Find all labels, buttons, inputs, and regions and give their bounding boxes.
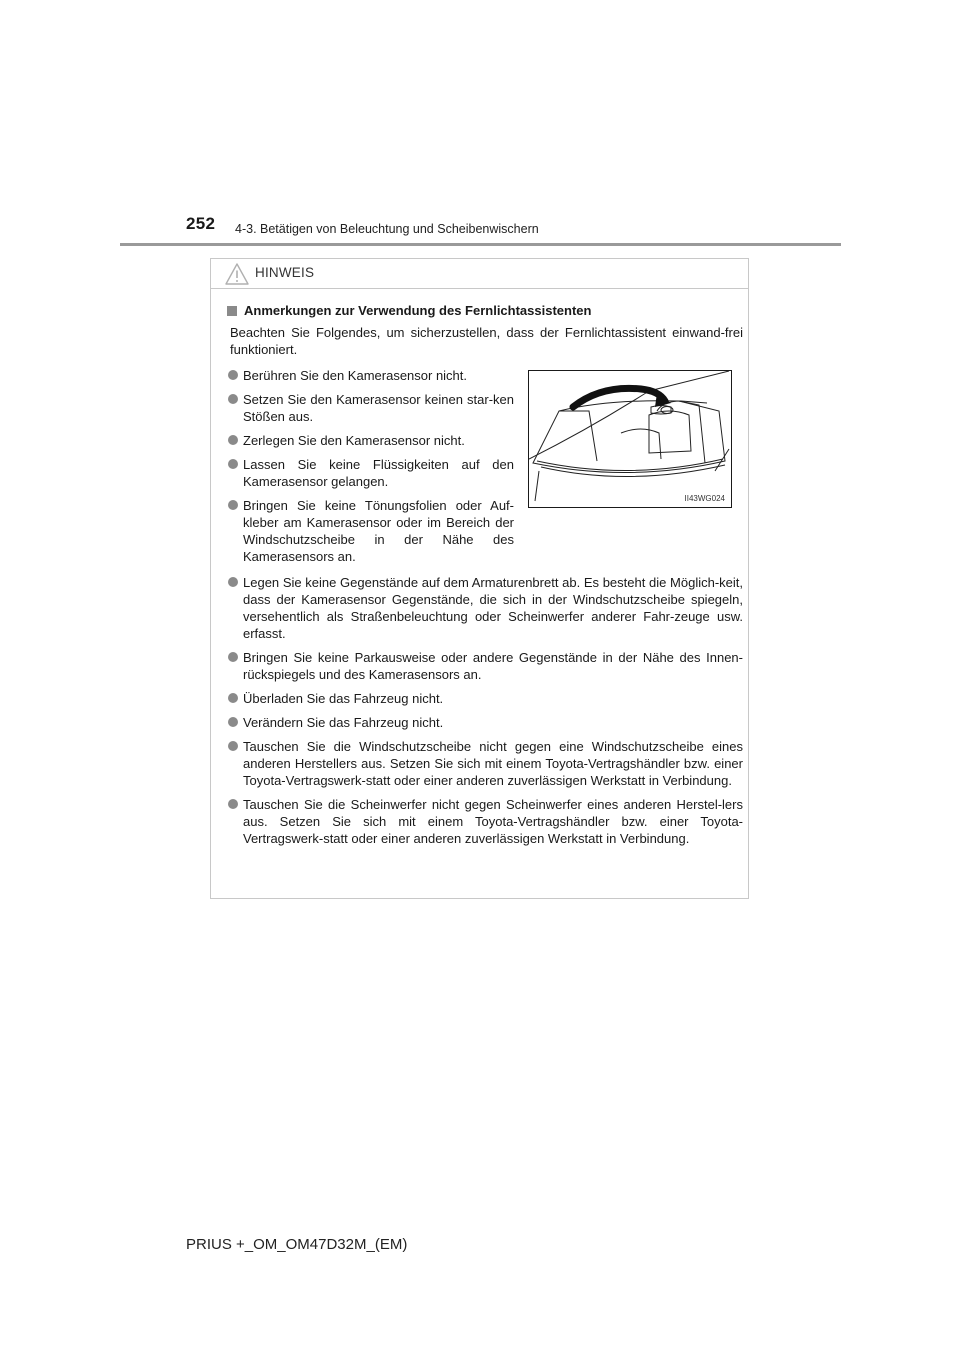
bullet-dot-icon <box>228 799 238 809</box>
list-item <box>227 574 743 642</box>
list-item-text: Verändern Sie das Fahrzeug nicht. <box>243 715 444 730</box>
footer-model-code: PRIUS +_OM_OM47D32M_(EM) <box>186 1236 408 1253</box>
list-item <box>227 690 743 707</box>
square-bullet-icon <box>227 306 237 316</box>
list-item-text: Lassen Sie keine Flüssigkeiten auf den Kamerasensor gelangen. <box>243 457 514 489</box>
list-item <box>227 391 514 425</box>
list-item <box>227 714 743 731</box>
list-item <box>227 738 743 789</box>
notice-label: HINWEIS <box>255 265 315 280</box>
section-title: 4-3. Betätigen von Beleuchtung und Scheibenwischern <box>235 222 539 236</box>
bullet-dot-icon <box>228 500 238 510</box>
windshield-drawing <box>529 371 731 507</box>
page-number: 252 <box>186 214 216 233</box>
list-item <box>227 367 514 384</box>
list-item-text: Legen Sie keine Gegenstände auf dem Armaturenbrett ab. Es besteht die Möglich-keit, dass der Kamerasensor Gegenstände, die sich in der Windschutzscheibe spiegeln, versehentlich als Straßenbeleuchtung oder Scheinwerfer anderer Fahr-zeuge usw. erfasst. <box>243 575 743 641</box>
list-item-text: Berühren Sie den Kamerasensor nicht. <box>243 368 468 383</box>
bullet-dot-icon <box>228 394 238 404</box>
list-item <box>227 432 514 449</box>
list-item <box>227 796 743 847</box>
bullet-dot-icon <box>228 717 238 727</box>
notice-box <box>210 258 749 899</box>
list-item-text: Überladen Sie das Fahrzeug nicht. <box>243 691 444 706</box>
list-item <box>227 497 514 565</box>
camera-sensor-illustration <box>528 370 732 508</box>
bullet-list-full-width <box>227 574 743 854</box>
bullet-dot-icon <box>228 435 238 445</box>
notice-header <box>211 259 748 289</box>
list-item-text: Setzen Sie den Kamerasensor keinen star-ken Stößen aus. <box>243 392 514 424</box>
figure-code: II43WG024 <box>684 494 725 503</box>
list-item-text: Bringen Sie keine Tönungsfolien oder Auf-kleber am Kamerasensor oder im Bereich der Windschutzscheibe in der Nähe des Kamerasensors an. <box>243 498 514 564</box>
list-item-text: Tauschen Sie die Windschutzscheibe nicht gegen eine Windschutzscheibe eines anderen Herstellers aus. Setzen Sie sich mit einem Toyota-Vertragshändler bzw. einer Toyota-Vertragswerk-statt oder einer anderen zuverlässigen Werkstatt in Verbindung. <box>243 739 743 788</box>
bullet-dot-icon <box>228 459 238 469</box>
bullet-list-beside-figure <box>227 367 514 572</box>
sub-heading-text: Anmerkungen zur Verwendung des Fernlichtassistenten <box>244 303 592 318</box>
bullet-dot-icon <box>228 652 238 662</box>
list-item <box>227 649 743 683</box>
intro-text: Beachten Sie Folgendes, um sicherzustellen, dass der Fernlichtassistent einwand-frei funktioniert. <box>230 325 743 357</box>
list-item-text: Zerlegen Sie den Kamerasensor nicht. <box>243 433 465 448</box>
list-item-text: Tauschen Sie die Scheinwerfer nicht gegen Scheinwerfer eines anderen Herstel-lers aus. Setzen Sie sich mit einem Toyota-Vertragshändler bzw. einer Toyota-Vertragswerk-statt oder einer anderen zuverlässigen Werkstatt in Verbindung. <box>243 797 743 846</box>
bullet-dot-icon <box>228 370 238 380</box>
warning-triangle-icon <box>224 262 250 286</box>
bullet-dot-icon <box>228 693 238 703</box>
list-item-text: Bringen Sie keine Parkausweise oder andere Gegenstände in der Nähe des Innen-rückspiegels und des Kamerasensors an. <box>243 650 743 682</box>
bullet-dot-icon <box>228 741 238 751</box>
sub-heading <box>227 303 591 318</box>
header-rule <box>120 243 841 246</box>
list-item <box>227 456 514 490</box>
bullet-dot-icon <box>228 577 238 587</box>
